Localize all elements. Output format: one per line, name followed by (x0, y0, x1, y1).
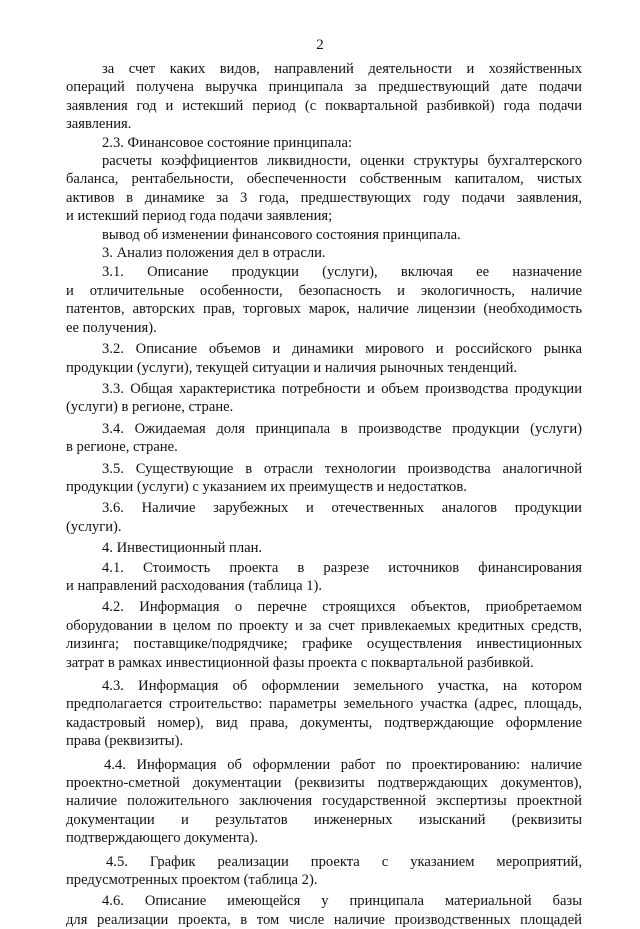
text-line: 4. Инвестиционный план. (102, 540, 263, 557)
text-line: операций получена выручка принципала за предшествующий дате подачи (66, 79, 582, 96)
text-line: для реализации проекта, в том числе наличие производственных площадей (66, 911, 582, 928)
paragraph-3-heading (66, 244, 582, 262)
text-line: 4.6. Описание имеющейся у принципала материальной базы (102, 893, 582, 910)
text-line: заявления год и истекший период (с поквартальной разбивкой) года подачи (66, 97, 582, 114)
paragraph-3-3 (66, 380, 582, 417)
text-line: вывод об изменении финансового состояния принципала. (102, 226, 461, 243)
document-body (66, 60, 582, 929)
text-line: 3.6. Наличие зарубежных и отечественных аналогов продукции (102, 500, 582, 517)
text-line: затрат в рамках инвестиционной фазы проекта с поквартальной разбивкой. (66, 654, 534, 671)
paragraph-3-6 (66, 499, 582, 536)
text-line: 3.3. Общая характеристика потребности и объем производства продукции (102, 380, 582, 397)
text-line: активов в динамике за 3 года, предшествующих году подачи заявления, (66, 189, 582, 206)
text-line: кадастровый номер), вид права, документы, подтверждающие оформление (66, 714, 582, 731)
text-line: расчеты коэффициентов ликвидности, оценки структуры бухгалтерского (102, 153, 582, 170)
paragraph-3-1 (66, 263, 582, 337)
paragraph-4-5 (66, 853, 582, 890)
text-line: 3.1. Описание продукции (услуги), включая ее назначение (102, 264, 582, 281)
text-line: баланса, рентабельности, обеспеченности собственным капиталом, чистых (66, 171, 582, 188)
text-line: 3.4. Ожидаемая доля принципала в производстве продукции (услуги) (102, 420, 582, 437)
text-line: 3.2. Описание объемов и динамики мирового и российского рынка (102, 341, 582, 358)
text-line: за счет каких видов, направлений деятельности и хозяйственных (102, 61, 582, 77)
text-line: 2.3. Финансовое состояние принципала: (102, 134, 352, 151)
text-line: права (реквизиты). (66, 733, 184, 750)
text-line: (услуги) в регионе, стране. (66, 399, 234, 416)
text-line: 4.3. Информация об оформлении земельного участка, на котором (102, 678, 582, 694)
page-number: 2 (316, 37, 324, 53)
text-line: 3.5. Существующие в отрасли технологии производства аналогичной (102, 460, 582, 477)
text-line: документации и результатов инженерных изысканий (реквизиты (66, 811, 582, 828)
paragraph-2-3-heading (66, 134, 582, 152)
text-line: и истекший период года подачи заявления; (66, 208, 333, 225)
text-line: 4.2. Информация о перечне строящихся объектов, приобретаемом (102, 599, 582, 616)
paragraph-4-4 (66, 756, 582, 848)
paragraph-4-2 (66, 598, 582, 672)
text-line: 4.4. Информация об оформлении работ по проектированию: наличие (104, 756, 582, 773)
text-line: патентов, авторских прав, торговых марок, наличие лицензии (необходимость (66, 301, 582, 318)
text-line: 4.1. Стоимость проекта в разрезе источников финансирования (102, 559, 582, 576)
text-line: оборудовании в целом по проекту и за счет привлекаемых кредитных средств, (66, 617, 582, 634)
text-line: наличие положительного заключения государственной экспертизы проектной (66, 793, 582, 810)
paragraph-4-1 (66, 559, 582, 596)
text-line: 3. Анализ положения дел в отрасли. (102, 245, 326, 262)
text-line: проектно-сметной документации (реквизиты подтверждающих документов), (66, 775, 582, 792)
paragraph-3-5 (66, 460, 582, 497)
paragraph-4-heading (66, 539, 582, 557)
paragraph-4-3 (66, 677, 582, 751)
text-line: 4.5. График реализации проекта с указанием мероприятий, (106, 853, 582, 870)
text-line: продукции (услуги), текущей ситуации и наличия рыночных тенденций. (66, 359, 518, 376)
text-line: лизинга; поставщике/подрядчике; графике осуществления инвестиционных (66, 636, 582, 653)
text-line: подтверждающего документа). (66, 830, 259, 847)
text-line: предусмотренных проектом (таблица 2). (66, 872, 318, 889)
text-line: и отличительные особенности, безопасность и экологичность, наличие (66, 282, 582, 299)
text-line: в регионе, стране. (66, 439, 178, 456)
paragraph-4-6 (66, 892, 582, 929)
paragraph-3-4 (66, 420, 582, 457)
paragraph-revenue-sources (66, 60, 582, 134)
text-line: продукции (услуги) с указанием их преимуществ и недостатков. (66, 478, 467, 495)
text-line: заявления. (66, 116, 132, 133)
paragraph-financial-ratios (66, 152, 582, 226)
paragraph-3-2 (66, 340, 582, 377)
text-line: и направлений расходования (таблица 1). (66, 577, 323, 594)
text-line: ее получения). (66, 319, 157, 336)
text-line: предполагается строительство: параметры земельного участка (адрес, площадь, (66, 696, 582, 713)
text-line: (услуги). (66, 518, 122, 535)
paragraph-financial-conclusion (66, 226, 582, 244)
